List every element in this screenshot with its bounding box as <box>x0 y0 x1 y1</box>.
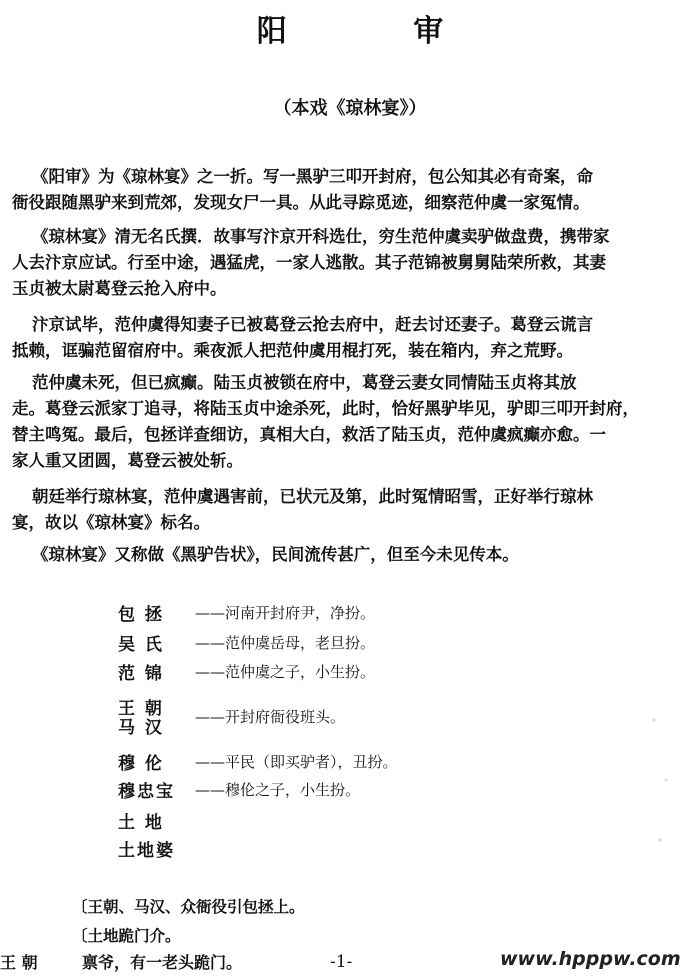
text-line: 汴京试毕，范仲虞得知妻子已被葛登云抢去府中，赶去讨还妻子。葛登云谎言 <box>32 315 593 334</box>
text-line: 宴，故以《琼林宴》标名。 <box>12 513 210 532</box>
dialogue-line: 禀爷，有一老头跪门。 <box>82 953 243 972</box>
cast-name: 穆 伦 <box>118 754 164 774</box>
cast-name: 土地婆 <box>118 841 175 861</box>
text-line: 抵赖，诓骗范留宿府中。乘夜派人把范仲虞用棍打死，装在箱内，弃之荒野。 <box>12 341 573 360</box>
paragraph-1 <box>12 164 692 216</box>
subtitle: （本戏《琼林宴》） <box>273 98 427 119</box>
cast-name: 吴 氏 <box>118 635 164 655</box>
speaker-name: 王 朝 <box>0 953 38 972</box>
cast-name: 范 锦 <box>118 664 164 684</box>
text-line: 家人重又团圆，葛登云被处斩。 <box>12 451 243 470</box>
cast-name: 王 朝 <box>118 699 164 719</box>
paragraph-5 <box>12 484 692 536</box>
cast-description: ——开封府衙役班头。 <box>195 708 346 726</box>
cast-description: ——范仲虞岳母，老旦扮。 <box>195 634 376 652</box>
paragraph-4 <box>12 370 692 474</box>
cast-description: ——范仲虞之子，小生扮。 <box>195 663 376 681</box>
paragraph-6 <box>12 542 692 568</box>
cast-name: 穆忠宝 <box>118 782 175 802</box>
text-line: 人去汴京应试。行至中途，遇猛虎，一家人逃散。其子范锦被舅舅陆荣所救，其妻 <box>12 253 606 272</box>
cast-name: 马 汉 <box>118 718 164 738</box>
text-line: 玉贞被太尉葛登云抢入府中。 <box>12 279 227 298</box>
text-line: 《琼林宴》又称做《黑驴告状》，民间流传甚广，但至今未见传本。 <box>32 545 519 564</box>
cast-description: ——穆伦之子，小生扮。 <box>195 781 361 799</box>
page-number: -1- <box>330 952 353 972</box>
text-line: 《阳审》为《琼林宴》之一折。写一黑驴三叩开封府，包公知其必有奇案，命 <box>32 167 593 186</box>
paragraph-2 <box>12 224 692 302</box>
cast-name: 包 拯 <box>118 605 164 625</box>
stage-direction: 〔土地跪门介。 <box>72 926 181 945</box>
cast-description: ——平民（即买驴者），丑扮。 <box>195 753 398 771</box>
cast-name: 土 地 <box>118 813 164 833</box>
text-line: 走。葛登云派家丁追寻，将陆玉贞中途杀死，此时，恰好黑驴毕见，驴即三叩开封府， <box>12 399 639 418</box>
cast-description: ——河南开封府尹，净扮。 <box>195 604 376 622</box>
scan-specks <box>648 700 678 900</box>
page-title: 阳 审 <box>256 14 502 49</box>
text-line: 替主鸣冤。最后，包拯详查细访，真相大白，救活了陆玉贞，范仲虞疯癫亦愈。一 <box>12 425 606 444</box>
stage-direction: 〔王朝、马汉、众衙役引包拯上。 <box>72 897 305 916</box>
footer-watermark: www.hpppw.com <box>500 948 681 970</box>
text-line: 衙役跟随黑驴来到荒郊，发现女尸一具。从此寻踪觅迹，细察范仲虞一家冤情。 <box>12 193 590 212</box>
text-line: 《琼林宴》清无名氏撰．故事写汴京开科选仕，穷生范仲虞卖驴做盘费，携带家 <box>32 227 610 246</box>
paragraph-3 <box>12 312 692 364</box>
text-line: 朝廷举行琼林宴，范仲虞遇害前，已状元及第，此时冤情昭雪，正好举行琼林 <box>32 487 593 506</box>
text-line: 范仲虞未死，但已疯癫。陆玉贞被锁在府中，葛登云妻女同情陆玉贞将其放 <box>32 373 577 392</box>
